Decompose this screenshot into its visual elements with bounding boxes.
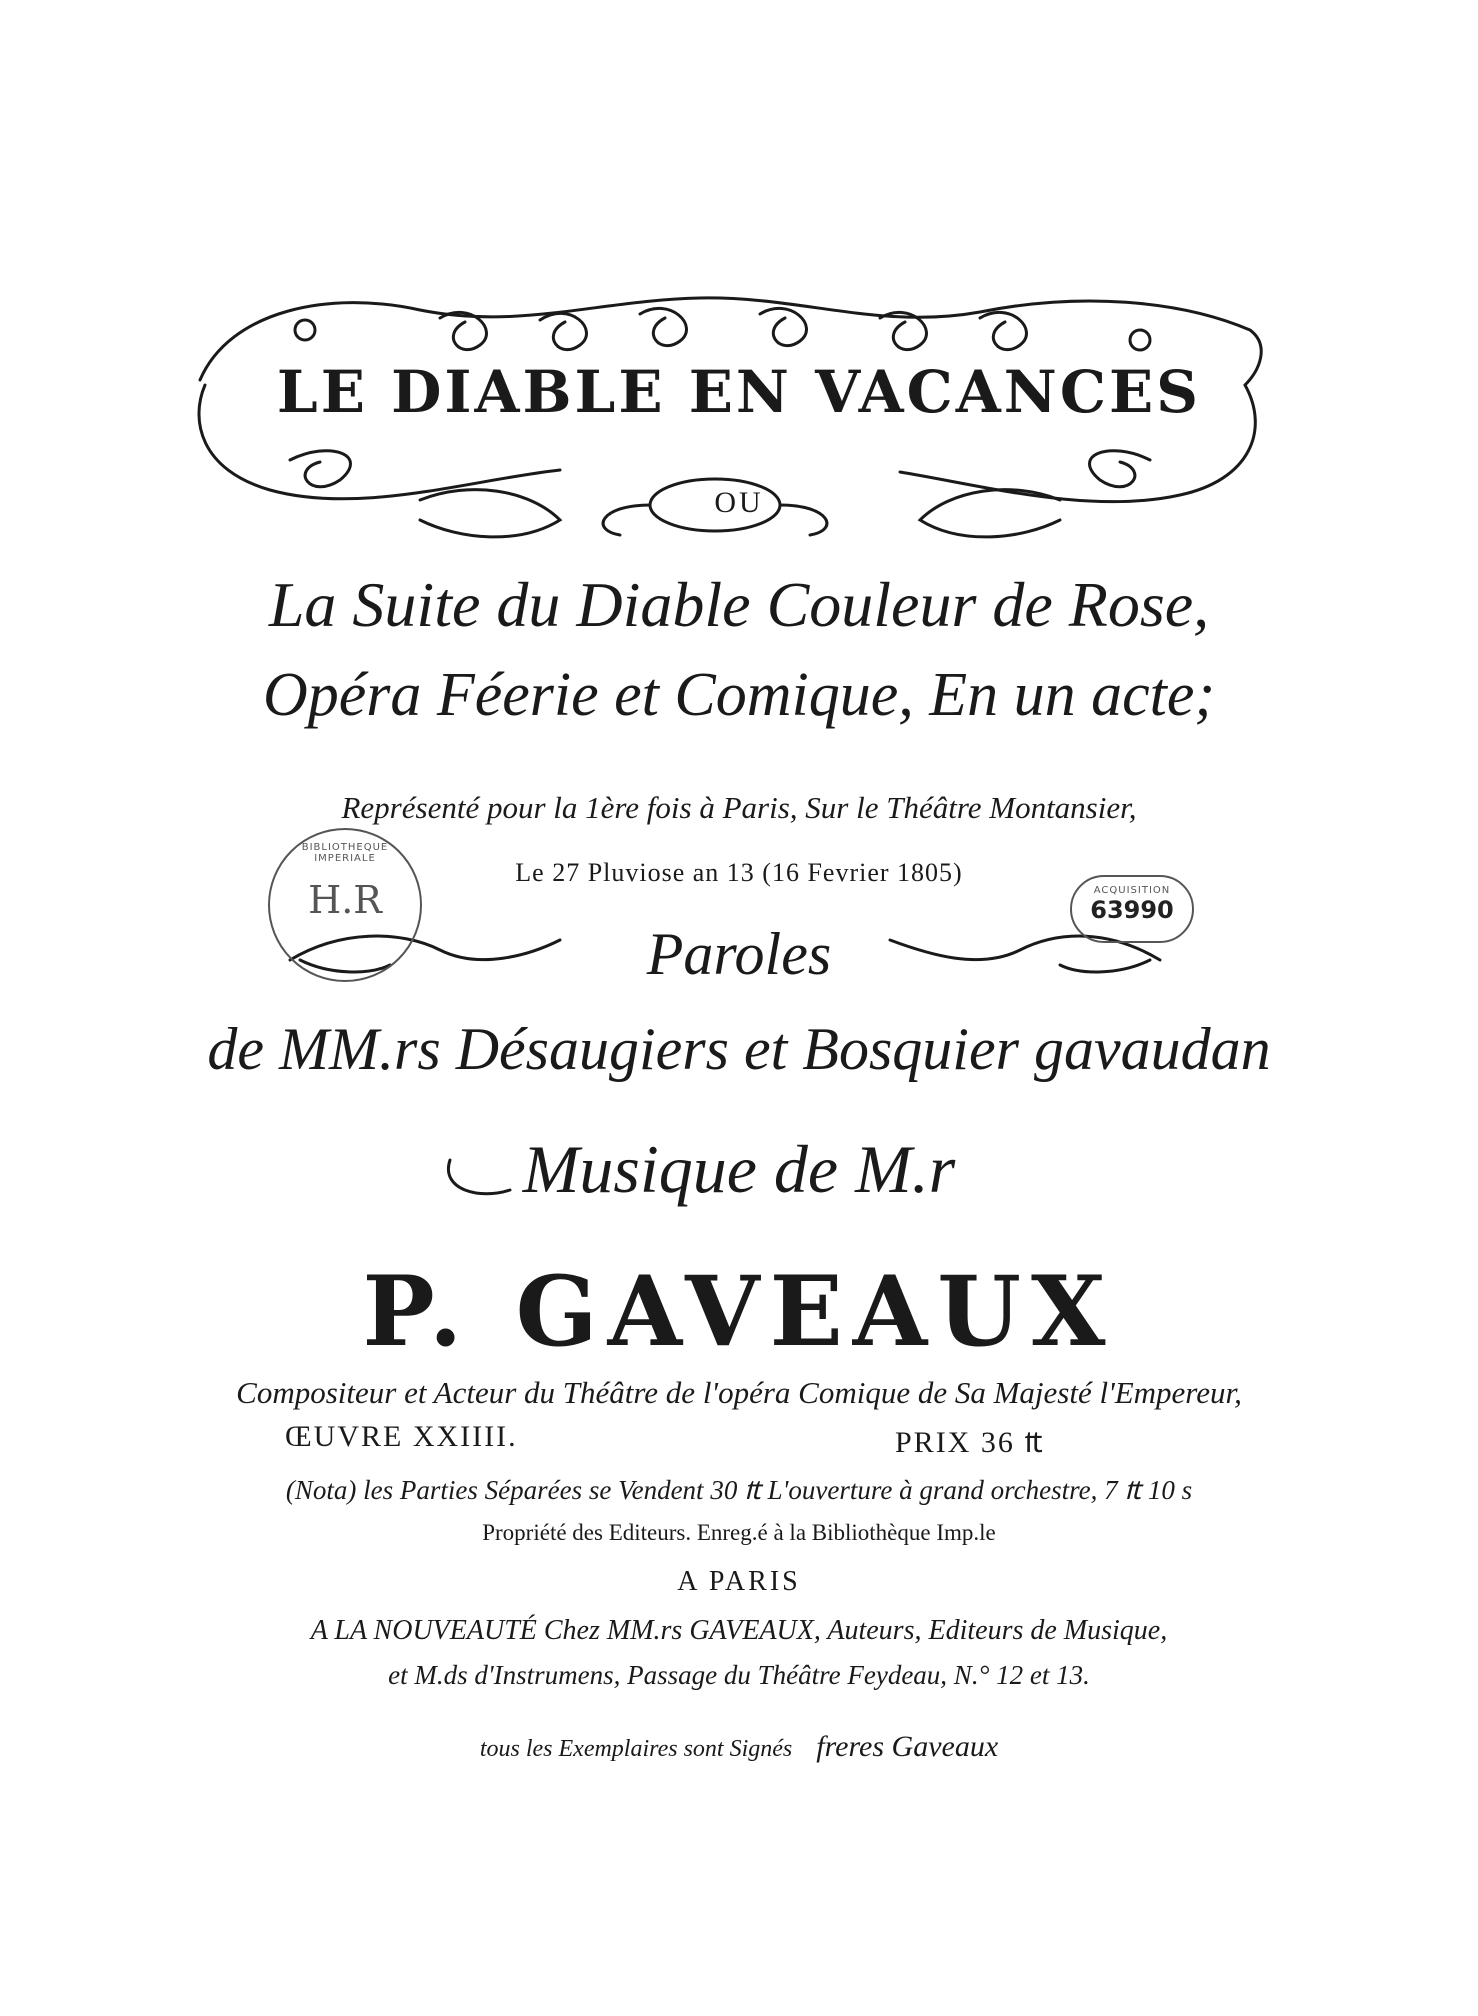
premiere-date: Le 27 Pluviose an 13 (16 Fevrier 1805) (515, 858, 963, 887)
musique-label: Musique de M.r (522, 1131, 956, 1207)
publisher-line-1: A LA NOUVEAUTÉ Chez MM.rs GAVEAUX, Auteurs, Editeurs de Musique, (310, 1615, 1168, 1646)
publisher-line-2: et M.ds d'Instrumens, Passage du Théâtre Feydeau, N.° 12 et 13. (388, 1660, 1090, 1690)
library-stamp-center: H.R (308, 878, 382, 922)
genre-line: Opéra Féerie et Comique, En un acte; (262, 661, 1216, 729)
performance-line: Représenté pour la 1ère fois à Paris, Sur le Théâtre Montansier, (341, 790, 1137, 825)
library-stamp (268, 828, 422, 982)
price: PRIX 36 ₶ (895, 1426, 1045, 1459)
acquisition-label: ACQUISITION (1093, 885, 1171, 896)
title-conjunction: OU (714, 486, 764, 519)
publisher-signature: freres Gaveaux (816, 1730, 999, 1763)
library-stamp-ring: BIBLIOTHEQUE IMPERIALE (301, 842, 389, 864)
signature-note: tous les Exemplaires sont Signés (479, 1736, 793, 1762)
librettists: de MM.rs Désaugiers et Bosquier gavaudan (207, 1016, 1271, 1082)
property-line: Propriété des Editeurs. Enreg.é à la Bibliothèque Imp.le (482, 1520, 996, 1545)
acquisition-stamp (1070, 875, 1194, 943)
city: A PARIS (677, 1566, 801, 1597)
opus-number: ŒUVRE XXIIII. (285, 1420, 518, 1453)
main-title: LE DIABLE EN VACANCES (276, 358, 1202, 426)
paroles-label: Paroles (646, 921, 832, 987)
composer-role: Compositeur et Acteur du Théâtre de l'opéra Comique de Sa Majesté l'Empereur, (236, 1375, 1242, 1410)
acquisition-number: 63990 (1090, 896, 1174, 924)
subtitle: La Suite du Diable Couleur de Rose, (268, 569, 1210, 640)
nota-line: (Nota) les Parties Séparées se Vendent 30 ₶ L'ouverture à grand orchestre, 7 ₶ 10 s (285, 1475, 1193, 1505)
composer-name: P. GAVEAUX (362, 1255, 1116, 1368)
